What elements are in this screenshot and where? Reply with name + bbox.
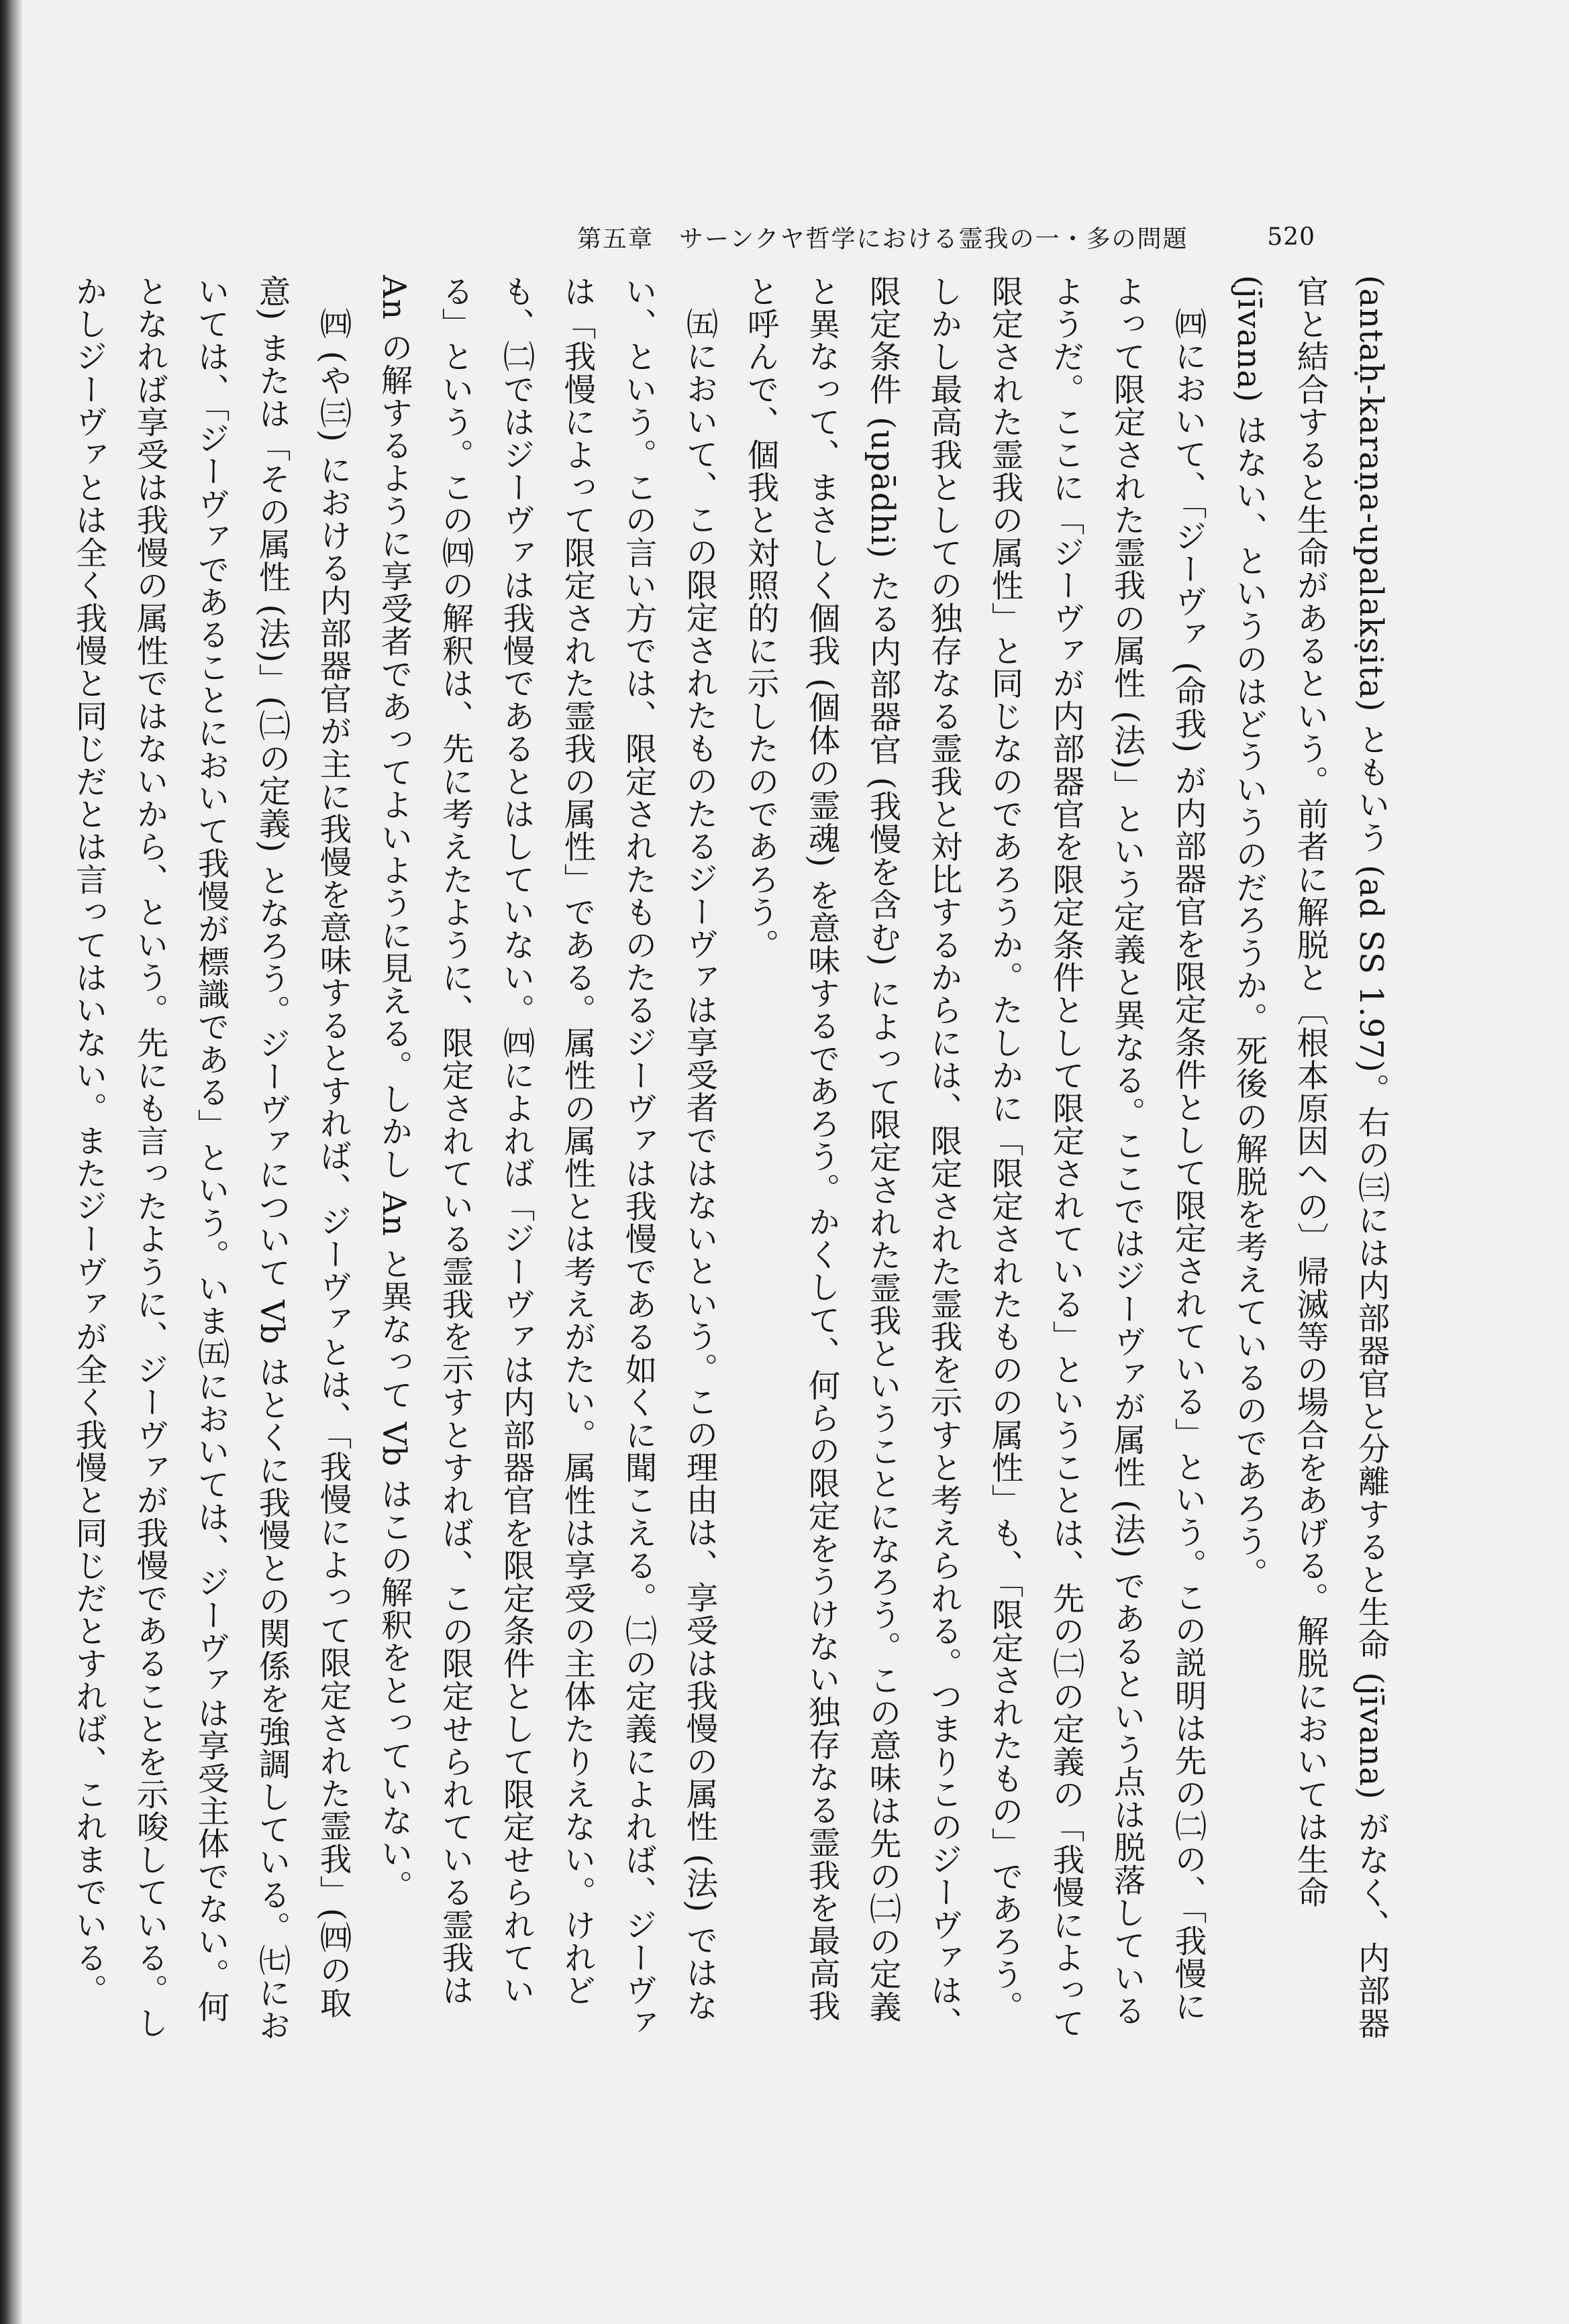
paragraph-2: ㈣において、「ジーヴァ (命我) が内部器官を限定条件として限定されている」という。この説明は先の㈡の、「我慢によって限定された霊我の属性 (法)」という定義と異なる。ここではジーヴァが属性 (法) であるという点は脱落しているようだ。ここに「ジーヴァが内部器官を限定条件として限定されている」ということは、先の㈡の定義の「我慢によって限定された霊我の属性」と同じなのであろうか。たしかに「限定されたものの属性」も、「限定されたもの」であろう。しかし最高我としての独存なる霊我と対比するからには、限定された霊我を示すと考えられる。つまりこのジーヴァは、限定条件 (upādhi) たる内部器官 (我慢を含む) によって限定された霊我ということになろう。この意味は先の㈡の定義と異なって、まさしく個我 (個体の霊魂) を意味するであろう。かくして、何らの限定をうけない独存なる霊我を最高我と呼んで、個我と対照的に示したのであろう。 xyxy=(742,275,1206,2040)
paragraph-4: ㈣ (や㈢) における内部器官が主に我慢を意味するとすれば、ジーヴァとは、「我慢によって限定された霊我」(㈣の取意) または「その属性 (法)」(㈡の定義) となろう。ジーヴァについて Vb はとくに我慢との関係を強調している。㈦においては、「ジーヴァであることにおいて我慢が標識である」という。いま㈤においては、ジーヴァは享受主体でない。何となれば享受は我慢の属性ではないから、という。先にも言ったように、ジーヴァが我慢であることを示唆している。しかしジーヴァとは全く我慢と同じだとは言ってはいない。またジーヴァが全く我慢と同じだとすれば、これまでいる。 xyxy=(70,275,351,2042)
running-head xyxy=(577,213,1315,260)
paragraph-3: ㈤において、この限定されたものたるジーヴァは享受者ではないという。この理由は、享受は我慢の属性 (法) ではない、という。この言い方では、限定されたものたるジーヴァは我慢である如くに聞こえる。㈡の定義によれば、ジーヴァは「我慢によって限定された霊我の属性」である。属性の属性とは考えがたい。属性は享受の主体たりえない。けれども、㈡ではジーヴァは我慢であるとはしていない。㈣によれば「ジーヴァは内部器官を限定条件として限定せられている」という。この㈣の解釈は、先に考えたように、限定されている霊我を示すとすれば、この限定せられている霊我は An の解するように享受者であってよいように見える。しかし An と異なって Vb はこの解釈をとっていない。 xyxy=(375,275,717,2040)
vertical-body-text xyxy=(70,275,1401,2046)
paragraph-1: (antaḥ-karaṇa-upalakṣita) ともいう (ad SS 1.97)。右の㈢には内部器官と分離すると生命 (jīvana) がなく、内部器官と結合すると生命があるという。前者に解脱と〔根本原因への〕帰滅等の場合をあげる。解脱においては生命 (jīvana) はない、というのはどういうのだろうか。死後の解脱を考えているのであろう。 xyxy=(1230,275,1389,2040)
page-number: 520 xyxy=(1267,223,1315,251)
chapter-title: 第五章 サーンクヤ哲学における霊我の一・多の問題 xyxy=(577,225,1188,253)
scan-binding-edge xyxy=(0,0,23,2324)
